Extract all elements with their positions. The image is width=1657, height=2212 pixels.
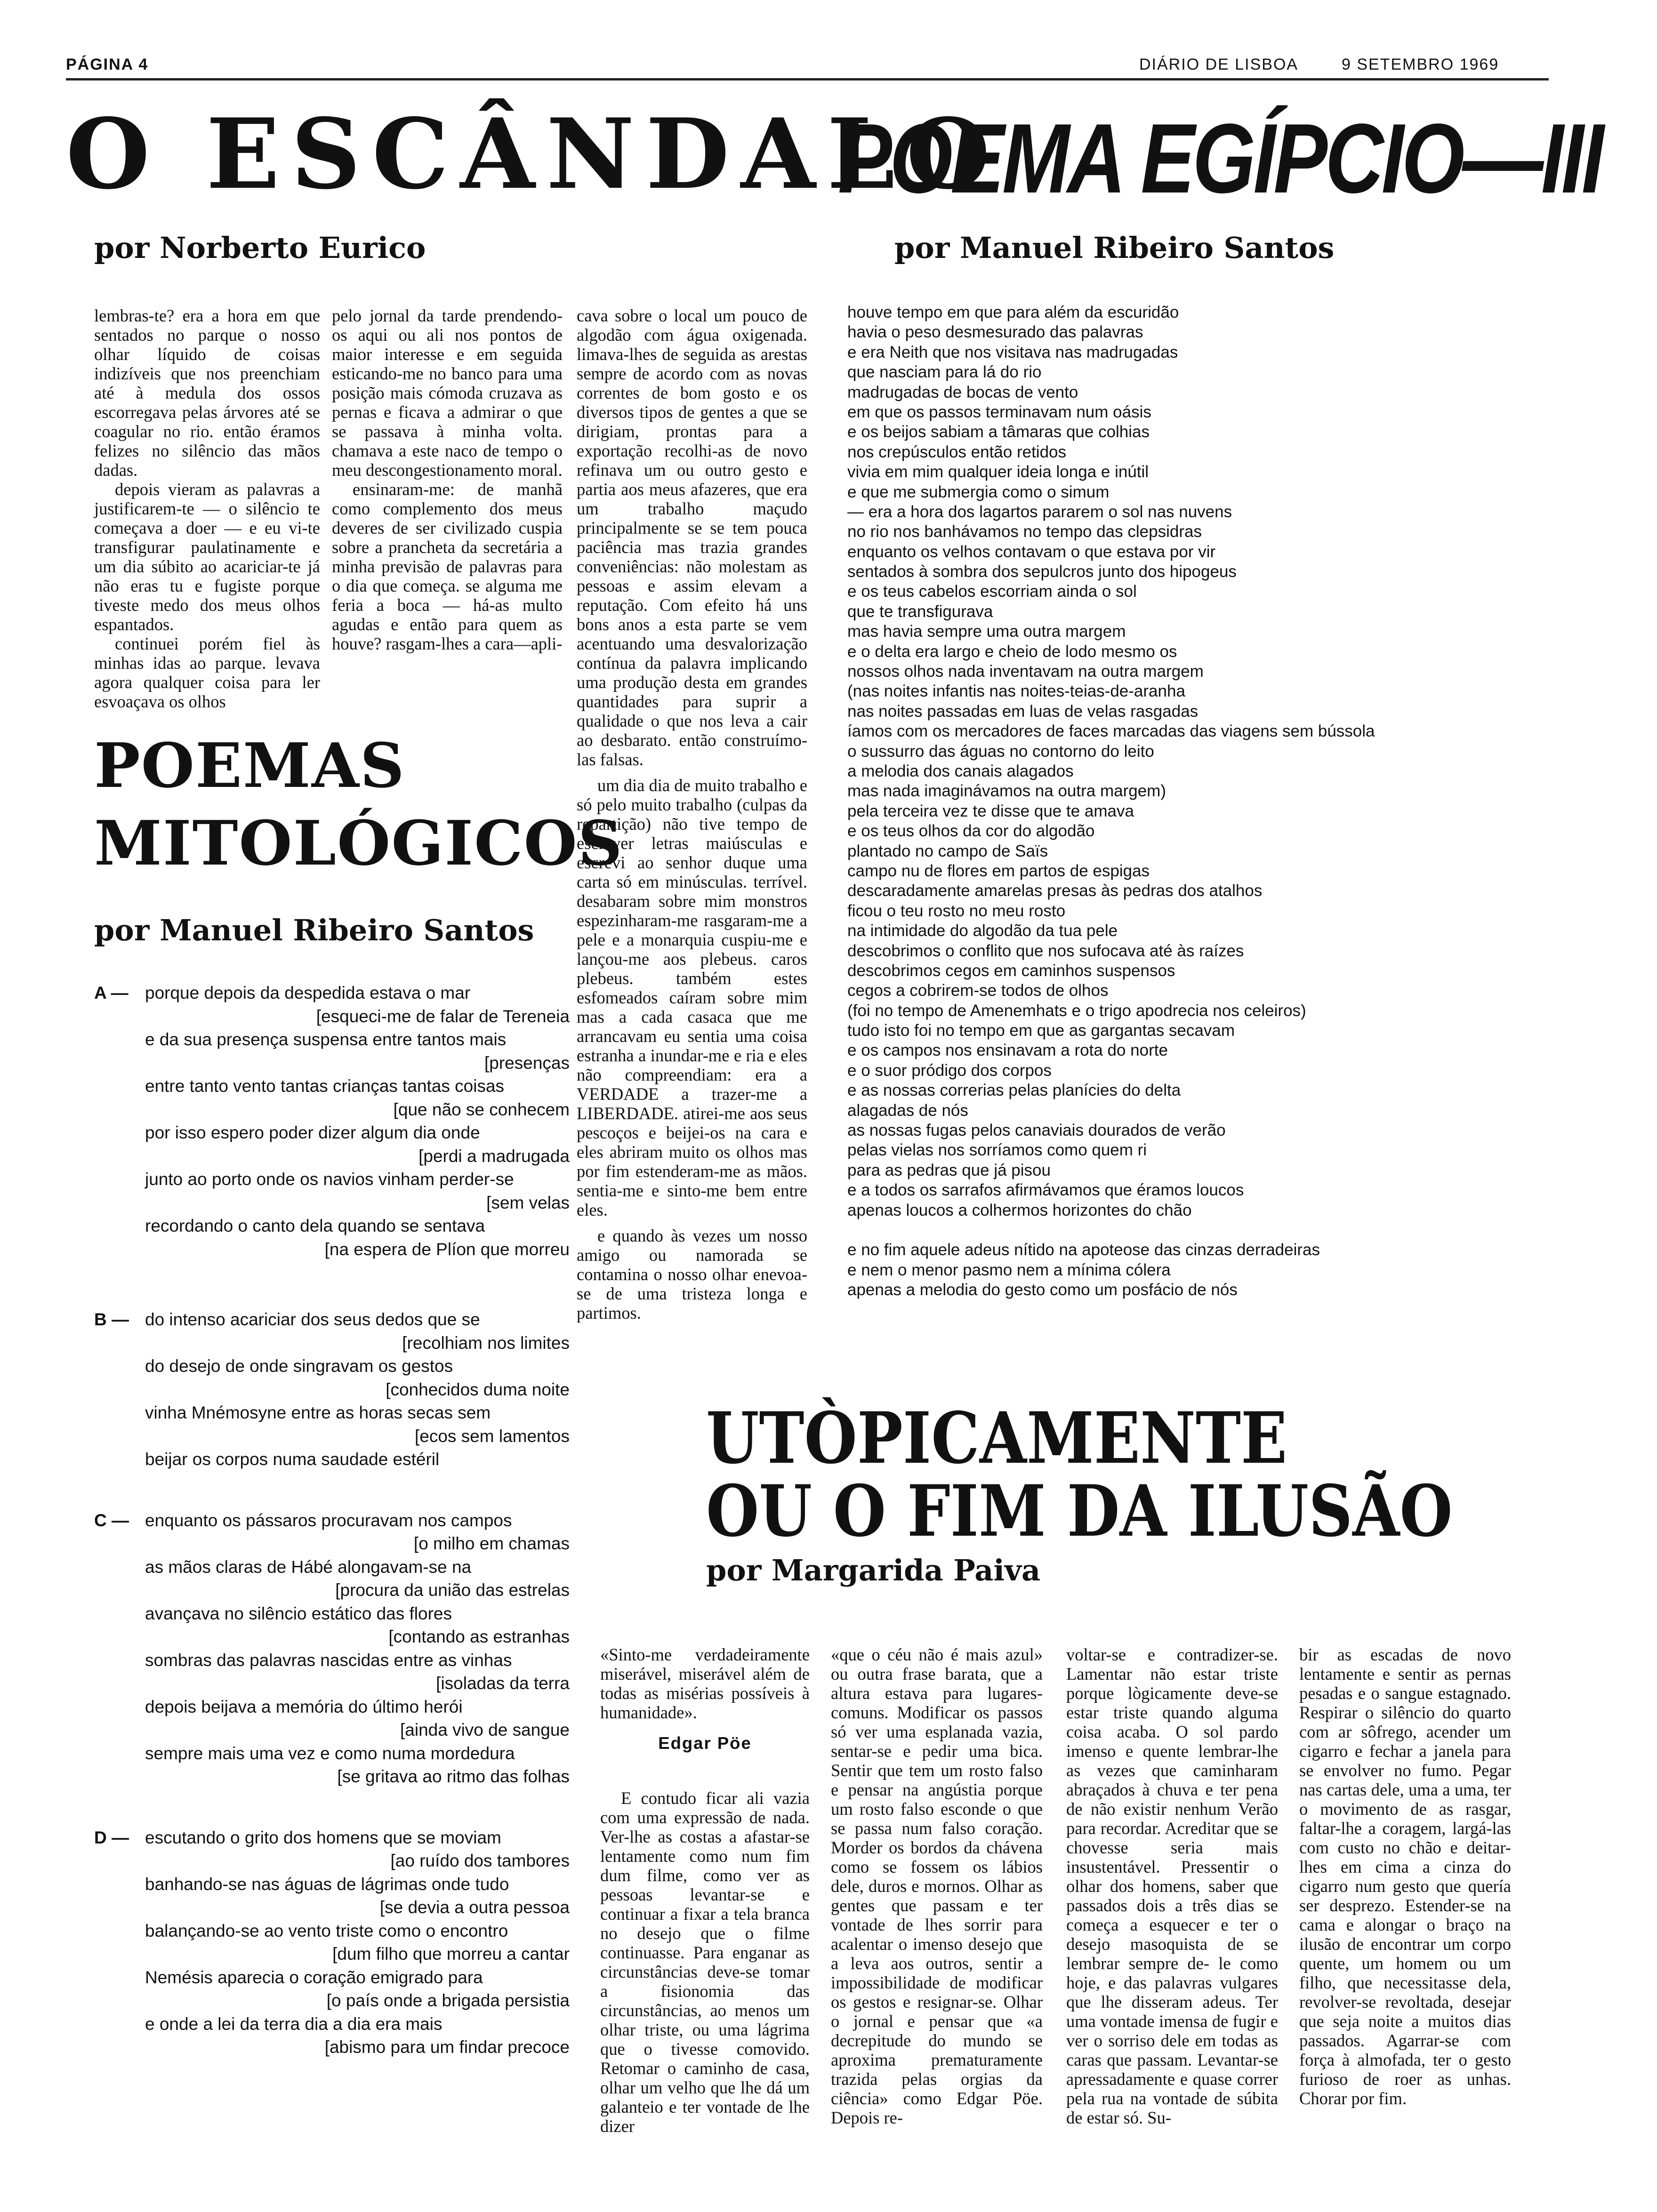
utopicamente-column-1: [600, 1788, 810, 2136]
section-letter: B —: [94, 1310, 129, 1329]
poem-line: escutando o grito dos homens que se moviam: [145, 1827, 501, 1847]
poem-line: [se gritava ao ritmo das folhas: [337, 1767, 570, 1786]
poem-line: porque depois da despedida estava o mar: [145, 983, 471, 1002]
poem-line: sentados à sombra dos sepulcros junto dos hipogeus: [847, 562, 1237, 581]
article-title-utopicamente: UTÒPICAMENTE: [706, 1397, 1287, 1480]
poem-line: [recolhiam nos limites: [402, 1333, 570, 1353]
poem-line: nas noites passadas em luas de velas rasgadas: [847, 702, 1199, 721]
poem-line-row: [94, 1742, 570, 1765]
poem-line: [esqueci-me de falar de Tereneia: [316, 1006, 570, 1026]
poem-line: as nossas fugas pelos canaviais dourados de verão: [847, 1121, 1226, 1140]
poem-line-row: [94, 1532, 570, 1555]
poem-line: beijar os corpos numa saudade estéril: [145, 1450, 440, 1469]
poem-line-row: [94, 1672, 570, 1695]
poem-line: e era Neith que nos visitava nas madrugadas: [847, 343, 1178, 361]
poem-line: pela terceira vez te disse que te amava: [847, 801, 1134, 820]
poem-line-row: [94, 1448, 570, 1471]
newspaper-name: DIÁRIO DE LISBOA: [1139, 56, 1299, 73]
poem-line: [sem velas: [486, 1193, 570, 1212]
poem-line: balançando-se ao vento triste como o encontro: [145, 1921, 508, 1940]
poem-line: descobrimos o conflito que nos sufocava até às raízes: [847, 941, 1244, 960]
poem-section: [94, 981, 570, 1261]
poem-line-row: [94, 2036, 570, 2059]
poem-line: campo nu de flores em partos de espigas: [847, 861, 1150, 880]
paragraph: continuei porém fiel às minhas idas ao parque. levava agora qualquer coisa para ler esvoaçava os olhos: [94, 634, 320, 711]
poem-line: do intenso acariciar dos seus dedos que se: [145, 1310, 480, 1329]
poem-line: sempre mais uma vez e como numa mordedura: [145, 1743, 515, 1763]
poem-line-row: [94, 1826, 570, 1850]
poem-line-row: [94, 1555, 570, 1579]
poem-line: para as pedras que já pisou: [847, 1161, 1051, 1179]
poem-line-row: [94, 1145, 570, 1168]
poem-line: recordando o canto dela quando se sentava: [145, 1216, 485, 1235]
utopicamente-column-2: [831, 1645, 1043, 2127]
poem-line-row: [94, 1896, 570, 1919]
poem-line: na intimidade do algodão da tua pele: [847, 922, 1118, 940]
poem-line: e da sua presença suspensa entre tantos mais: [145, 1030, 507, 1049]
poem-line: apenas a melodia do gesto como um posfácio de nós: [847, 1281, 1238, 1299]
poem-line: e o delta era largo e cheio de lodo mesmo os: [847, 642, 1177, 661]
poem-line-row: [94, 1401, 570, 1425]
poem-line: e que me submergia como o simum: [847, 482, 1110, 501]
poem-line: no rio nos banhávamos no tempo das clepsidras: [847, 522, 1202, 541]
poem-line-row: [94, 1121, 570, 1145]
poem-line: descaradamente amarelas presas às pedras dos atalhos: [847, 882, 1263, 900]
paragraph: «que o céu não é mais azul» ou outra frase barata, que a altura estava para lugares-comuns. Modificar os passos só ver uma esplanada vazia, sentar-se e pedir uma bica. Sentir que tem um rosto falso e pensar na angústia porque um rosto falso esconde o que se passa num falso coração. Morder os bordos da chávena como se fossem os lábios dele, duros e mornos. Olhar as gentes que passam e ter vontade de lhes sorrir para acalentar o imenso desejo que a leva aos outros, sentir a impossibilidade de modificar os gestos e resignar-se. Olhar o jornal e pensar que «a decrepitude do mundo se aproxima prematuramente trazida pelas orgias da ciência» como Edgar Pöe. Depois re-: [831, 1645, 1043, 2127]
header-rule: [66, 78, 1549, 80]
poem-line: [se devia a outra pessoa: [379, 1898, 570, 1917]
poem-line: [ecos sem lamentos: [414, 1426, 570, 1446]
paragraph: lembras-te? era a hora em que sentados no parque o nosso olhar líquido de coisas indizíveis que nos preenchiam até à medula dos ossos escorregava pelas árvores até se coagular no rio. então éramos felizes no silêncio das mãos dadas.: [94, 306, 320, 480]
paragraph: e quando às vezes um nosso amigo ou namorada se contamina o nosso olhar enevoa-se de uma tristeza longa e partimos.: [577, 1226, 807, 1322]
poem-line: [contando as estranhas: [388, 1627, 570, 1646]
poem-line: avançava no silêncio estático das flores: [145, 1603, 452, 1623]
poem-line: em que os passos terminavam num oásis: [847, 402, 1151, 421]
article-title-fim-da-ilusao: OU O FIM DA ILUSÃO: [706, 1470, 1453, 1553]
poem-line: e os campos nos ensinavam a rota do norte: [847, 1041, 1168, 1060]
issue-date: 9 SETEMBRO 1969: [1342, 56, 1499, 73]
poem-line: o sussurro das águas no contorno do leito: [847, 742, 1154, 761]
poem-line: e os teus olhos da cor do algodão: [847, 822, 1095, 841]
poem-line-row: [94, 1625, 570, 1649]
poem-line: mas nada imaginávamos na outra margem): [847, 782, 1166, 801]
poem-line-row: [94, 1028, 570, 1051]
poem-line: enquanto os velhos contavam o que estava por vir: [847, 542, 1216, 561]
poem-section: [94, 1826, 570, 2059]
poem-line: as mãos claras de Hábé alongavam-se na: [145, 1557, 472, 1577]
poem-line: [o país onde a brigada persistia: [326, 1991, 570, 2010]
poem-section: [94, 1509, 570, 1788]
epigraph-author: Edgar Pöe: [658, 1733, 752, 1753]
byline-norberto-eurico: por Norberto Eurico: [94, 231, 426, 265]
paragraph: bir as escadas de novo lentamente e sentir as pernas pesadas e o sangue estagnado. Respirar o silêncio do quarto com ar sôfrego, acender um cigarro e fechar a janela para se envolver no fumo. Pegar nas cartas dele, uma a uma, ter o movimento de as rasgar, faltar-lhe a coragem, largá-las com custo no chão e deitar-lhes em cima a cinza do cigarro num gesto que quería ser desprezo. Estender-se na cama e alongar o braço na ilusão de encontrar um corpo quente, um homem ou um filho, que necessitasse dela, revolver-se revoltada, desejar que seja noite a muitos dias passados. Agarrar-se com força à almofada, ter o gesto furioso de roer as unhas. Chorar por fim.: [1299, 1645, 1511, 2108]
poem-line: mas havia sempre uma outra margem: [847, 622, 1126, 641]
poem-line: [que não se conhecem: [393, 1099, 570, 1119]
poem-line-row: [94, 1425, 570, 1448]
paragraph: um dia dia de muito trabalho e só pelo muito trabalho (culpas da repartição) não tive tempo de escrever letras maiúsculas e escrevi ao senhor duque uma carta só em minúsculas. terrível. desabaram sobre mim monstros espezinharam-me rasgaram-me a pele e a monarquia cuspiu-me e lançou-me aos plebeus. caros plebeus. também estes esfomeados caíram sobre mim mas a cada casaca que me arrancavam eu sentia uma coisa estranha a inundar-me e ria e eles não compreendiam: era a VERDADE a trazer-me a LIBERDADE. atirei-me aos seus pescoços e beijei-os na cara e eles abriram muito os olhos mas por fim estenderam-me as mãos. sentia-me e sinto-me bem entre eles.: [577, 776, 807, 1219]
poem-line-row: [94, 1378, 570, 1402]
poem-line: [procura da união das estrelas: [335, 1580, 570, 1600]
byline-manuel-ribeiro-santos: por Manuel Ribeiro Santos: [894, 231, 1335, 265]
poem-line: vinha Mnémosyne entre as horas secas sem: [145, 1403, 491, 1422]
escandalo-column-1: [94, 306, 320, 711]
poem-line-row: [94, 1989, 570, 2012]
poem-line: cegos a cobrirem-se todos de olhos: [847, 981, 1109, 1000]
poem-line-row: [94, 1168, 570, 1191]
paragraph: E contudo ficar ali vazia com uma expressão de nada. Ver-lhe as costas a afastar-se lentamente como num fim dum filme, como ver as pessoas levantar-se e continuar a fixar a tela branca no desejo que o filme continuasse. Para enganar as circunstâncias deve-se tomar a fisionomia das circunstâncias, ao menos um olhar triste, ou uma lágrima que o tivesse comovido. Retomar o caminho de casa, olhar um velho que lhe dá um galanteio e ter vontade de lhe dizer: [600, 1788, 810, 2136]
epigraph: [600, 1645, 810, 1753]
poem-line: [presenças: [484, 1053, 570, 1073]
poem-line-row: [94, 981, 570, 1005]
section-letter: A —: [94, 983, 129, 1002]
poem-line: e os beijos sabiam a tâmaras que colhias: [847, 423, 1150, 441]
poem-line: Nemésis aparecia o coração emigrado para: [145, 1967, 483, 1987]
poem-line: entre tanto vento tantas crianças tantas coisas: [145, 1076, 505, 1096]
poem-line: descobrimos cegos em caminhos suspensos: [847, 961, 1175, 980]
poem-line: e os teus cabelos escorriam ainda o sol: [847, 582, 1137, 601]
poem-line: — era a hora dos lagartos pararem o sol nas nuvens: [847, 502, 1232, 521]
byline-margarida-paiva: por Margarida Paiva: [706, 1553, 1041, 1587]
poem-line-row: [94, 2012, 570, 2036]
paragraph: pelo jornal da tarde prendendo-os aqui ou ali nos pontos de maior interesse e em seguida esticando-me no banco para uma posição mais cómoda cruzava as pernas e ficava a admirar o que se passava à minha volta. chamava a este naco de tempo o meu descongestionamento moral.: [332, 306, 563, 480]
poem-line: [ainda vivo de sangue: [400, 1720, 570, 1739]
poema-egipcio-lines: [847, 303, 1544, 1300]
poem-line: [o milho em chamas: [413, 1534, 570, 1553]
poem-line: [conhecidos duma noite: [386, 1379, 570, 1399]
poem-line: [dum filho que morreu a cantar: [332, 1944, 570, 1964]
poem-line-row: [94, 1509, 570, 1532]
poem-line-row: [94, 1966, 570, 1989]
poem-line: [isoladas da terra: [436, 1674, 570, 1693]
paragraph: depois vieram as palavras a justificarem-te — o silêncio te começava a doer — e eu vi-te transfigurar paulatinamente e um dia súbito ao acariciar-te já não eras tu e fugiste porque tiveste medo dos meus olhos espantados.: [94, 480, 320, 634]
article-title-poema-egipcio: POEMA EGÍPCIO—III: [838, 103, 1602, 214]
poem-line: e o suor pródigo dos corpos: [847, 1061, 1052, 1080]
poem-line-row: [94, 1354, 570, 1378]
poem-line-row: [94, 1074, 570, 1098]
paragraph: voltar-se e contradizer-se. Lamentar não estar triste porque lògicamente deve-se estar triste quando alguma coisa acaba. O sol pardo imenso e quente lembrar-lhe as vezes que caminharam abraçados à chuva e ter pena de não existir nenhum Verão para recordar. Acreditar que se chovesse seria mais insustentável. Pressentir o olhar dos homens, saber que passados dois a três dias se começa a esquecer e ter o desejo masoquista de se lembrar sempre de- le como hoje, e das palavras vulgares que lhe disseram adeus. Ter uma vontade imensa de fugir e ver o sorriso dele em todas as caras que passam. Levantar-se apressadamente e quase correr pela rua na vontade de súbita de estar só. Su-: [1066, 1645, 1278, 2127]
utopicamente-column-4: [1299, 1645, 1511, 2108]
poem-line: e a todos os sarrafos afirmávamos que éramos loucos: [847, 1181, 1244, 1200]
poem-line-row: [94, 1308, 570, 1331]
poem-line: [ao ruído dos tambores: [390, 1851, 570, 1870]
poem-line-row: [94, 1005, 570, 1028]
poem-line: ficou o teu rosto no meu rosto: [847, 901, 1066, 920]
poem-line: junto ao porto onde os navios vinham perder-se: [145, 1170, 514, 1189]
poem-line: sombras das palavras nascidas entre as vinhas: [145, 1650, 512, 1670]
poem-line-row: [94, 1942, 570, 1966]
poem-line: do desejo de onde singravam os gestos: [145, 1356, 453, 1376]
poem-line: pelas vielas nos sorríamos como quem ri: [847, 1141, 1147, 1160]
poem-line: plantado no campo de Saïs: [847, 842, 1048, 860]
poem-line: tudo isto foi no tempo em que as gargantas secavam: [847, 1021, 1235, 1040]
article-title-mitologicos: MITOLÓGICOS: [94, 807, 623, 879]
epigraph-text: «Sinto-me verdadeiramente miserável, miserável além de todas as misérias possíveis à humanidade».: [600, 1645, 810, 1722]
poem-line-row: [94, 1098, 570, 1122]
paragraph: ensinaram-me: de manhã como complemento dos meus deveres de ser civilizado cuspia sobre a prancheta da secretária a minha previsão de palavras para o dia que começa. se alguma me feria a boca — há-as multo agudas e então para quem as houve? rasgam-lhes a cara—apli-: [332, 480, 563, 653]
poem-line: (nas noites infantis nas noites-teias-de-aranha: [847, 682, 1185, 701]
poem-line: [abismo para um findar precoce: [324, 2037, 570, 2057]
poem-line-row: [94, 1765, 570, 1788]
poem-line: e onde a lei da terra dia a dia era mais: [145, 2014, 442, 2034]
article-title-escandalo: O ESCÂNDALO: [66, 98, 1002, 211]
poem-line: [847, 1220, 1544, 1240]
poem-line-row: [94, 1602, 570, 1626]
poem-line-row: [94, 1238, 570, 1261]
poem-line: alagadas de nós: [847, 1101, 968, 1120]
poem-line-row: [94, 1214, 570, 1238]
utopicamente-column-3: [1066, 1645, 1278, 2127]
section-letter: D —: [94, 1827, 129, 1847]
poem-line: banhando-se nas águas de lágrimas onde tudo: [145, 1874, 509, 1894]
poem-line-row: [94, 1051, 570, 1075]
poem-line-row: [94, 1191, 570, 1215]
poem-line: e as nossas correrias pelas planícies do delta: [847, 1081, 1181, 1100]
poem-line: a melodia dos canais alagados: [847, 761, 1074, 780]
poem-line: nos crepúsculos então retidos: [847, 442, 1066, 461]
poem-line: e nem o menor pasmo nem a mínima cólera: [847, 1260, 1171, 1279]
poem-line: que nasciam para lá do rio: [847, 363, 1042, 382]
poem-line: [perdi a madrugada: [418, 1146, 570, 1166]
poem-line-row: [94, 1873, 570, 1896]
poem-line: (foi no tempo de Amenemhats e o trigo apodrecia nos celeiros): [847, 1001, 1306, 1020]
poem-line: havia o peso desmesurado das palavras: [847, 323, 1143, 342]
poem-line-row: [94, 1849, 570, 1873]
poem-line-row: [94, 1649, 570, 1672]
poem-line: e no fim aquele adeus nítido na apoteose das cinzas derradeiras: [847, 1241, 1320, 1259]
poem-line: íamos com os mercadores de faces marcadas das viagens sem bússola: [847, 722, 1375, 741]
byline-manuel-ribeiro-santos-2: por Manuel Ribeiro Santos: [94, 913, 534, 947]
poem-section: [94, 1308, 570, 1471]
poem-line: madrugadas de bocas de vento: [847, 383, 1078, 401]
poem-line: houve tempo em que para além da escuridão: [847, 303, 1179, 321]
escandalo-column-2: [332, 306, 563, 653]
paragraph: cava sobre o local um pouco de algodão com água oxigenada. limava-lhes de seguida as arestas sempre de acordo com as novas correntes de bom gosto e os diversos tipos de gentes a que se dirigiam, prontas para a exportação recolhi-as de novo refinava um ou outro gesto e partia aos meus afazeres, que era um trabalho maçudo principalmente se se tem pouca paciência mas trazia grandes conveniências: não molestam as pessoas e assim elevam a reputação. Com efeito há uns bons anos a esta parte se vem acentuando uma desvalorização contínua da palavra implicando uma produção desta em grandes quantidades para suprir a qualidade o que nos leva a cair ao desbarato. então construímo-las falsas.: [577, 306, 807, 769]
page-number: PÁGINA 4: [66, 56, 149, 73]
poem-line-row: [94, 1695, 570, 1719]
poem-line: depois beijava a memória do último herói: [145, 1697, 463, 1716]
poem-line: [na espera de Plíon que morreu: [324, 1239, 570, 1259]
poem-line: por isso espero poder dizer algum dia onde: [145, 1123, 480, 1142]
poem-line-row: [94, 1579, 570, 1602]
poem-line: vivia em mim qualquer ideia longa e inútil: [847, 463, 1149, 481]
poem-line: apenas loucos a colhermos horizontes do chão: [847, 1201, 1192, 1219]
poem-line-row: [94, 1919, 570, 1943]
article-title-poemas: POEMAS: [94, 729, 405, 801]
poem-line-row: [94, 1718, 570, 1742]
poem-line: nossos olhos nada inventavam na outra margem: [847, 662, 1204, 681]
section-letter: C —: [94, 1510, 129, 1530]
poemas-mitologicos-sections: [94, 981, 570, 2059]
poem-line-row: [94, 1331, 570, 1355]
poem-line: enquanto os pássaros procuravam nos campos: [145, 1510, 512, 1530]
poem-line: que te transfigurava: [847, 602, 993, 621]
